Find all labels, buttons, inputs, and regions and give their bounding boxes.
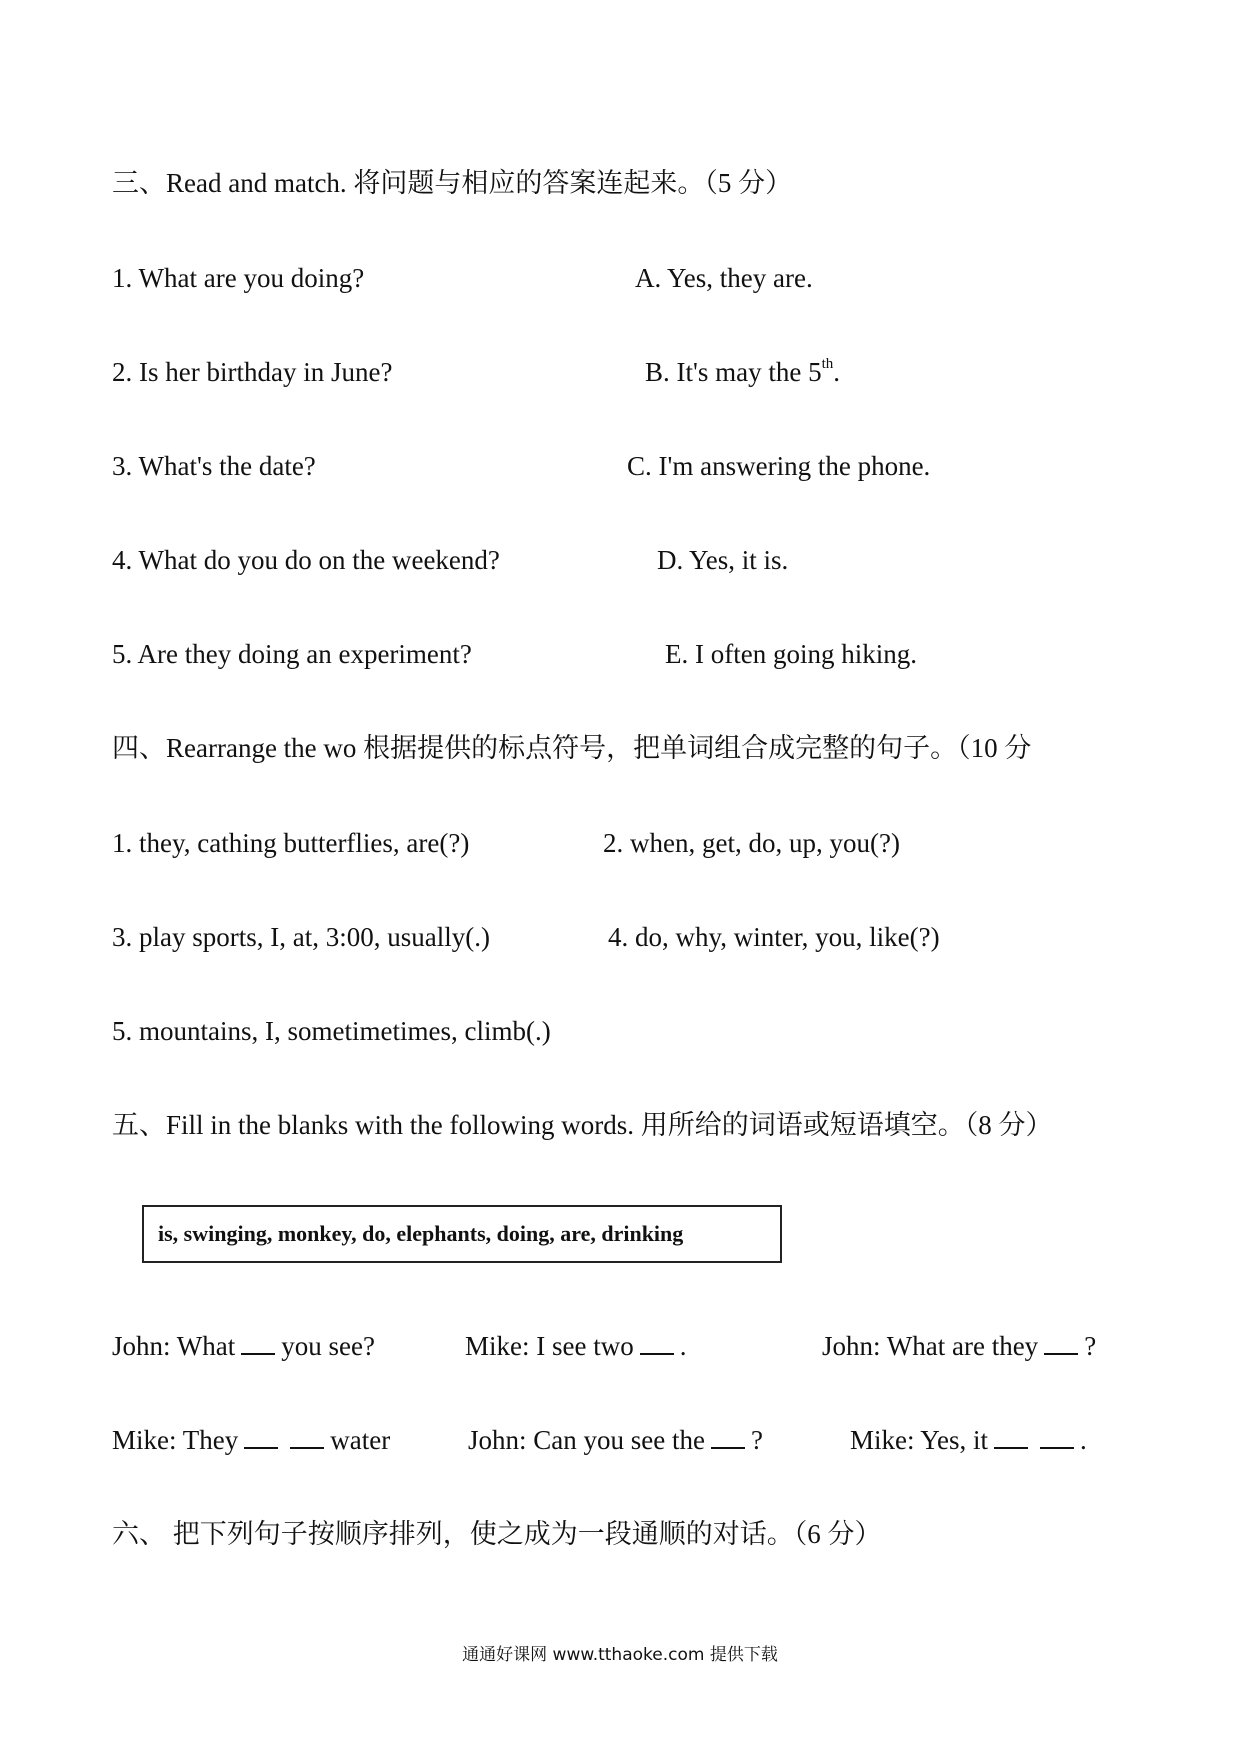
blank[interactable] <box>1040 1427 1074 1449</box>
match-question-4: 4. What do you do on the weekend? <box>112 545 500 575</box>
rearrange-item-3: 3. play sports, I, at, 3:00, usually(.) <box>112 922 490 952</box>
fill-row-2-c1: Mike: Yes, it <box>850 1425 989 1455</box>
rearrange-item-4: 4. do, why, winter, you, like(?) <box>608 922 940 952</box>
fill-row-1-john-2 <box>822 1333 1096 1360</box>
rearrange-item-2: 2. when, get, do, up, you(?) <box>603 828 900 858</box>
fill-row-2-mike-1 <box>112 1427 390 1454</box>
blank[interactable] <box>244 1427 278 1449</box>
match-question-5: 5. Are they doing an experiment? <box>112 639 472 669</box>
blank[interactable] <box>994 1427 1028 1449</box>
fill-row-1-a1: John: What <box>112 1331 236 1361</box>
blank[interactable] <box>1044 1333 1078 1355</box>
section-5-title: 五、Fill in the blanks with the following words. 用所给的词语或短语填空。（8 分） <box>112 1110 1053 1140</box>
fill-row-2-a1: Mike: They <box>112 1425 239 1455</box>
fill-row-2-john <box>468 1427 763 1454</box>
match-question-1: 1. What are you doing? <box>112 263 365 293</box>
match-answer-d: D. Yes, it is. <box>657 545 789 575</box>
fill-row-1-mike <box>465 1333 686 1360</box>
match-answer-b-sup: th <box>821 356 834 372</box>
blank[interactable] <box>640 1333 674 1355</box>
fill-row-2-mike-2 <box>850 1427 1087 1454</box>
rearrange-item-5: 5. mountains, I, sometimetimes, climb(.) <box>112 1016 551 1046</box>
match-answer-a: A. Yes, they are. <box>635 263 813 293</box>
fill-row-2-b1: John: Can you see the <box>468 1425 705 1455</box>
fill-row-1-b1: Mike: I see two <box>465 1331 634 1361</box>
blank[interactable] <box>241 1333 275 1355</box>
rearrange-item-1: 1. they, cathing butterflies, are(?) <box>112 828 470 858</box>
word-bank-text: is, swinging, monkey, do, elephants, doing, are, drinking <box>158 1221 684 1246</box>
match-answer-b-text: B. It's may the 5 <box>645 357 822 387</box>
fill-row-1-c2: ? <box>1084 1331 1097 1361</box>
section-4-title: 四、Rearrange the wo 根据提供的标点符号，把单词组合成完整的句子。（10 分 <box>112 733 1032 763</box>
match-question-2: 2. Is her birthday in June? <box>112 357 393 387</box>
fill-row-2-c2: . <box>1080 1425 1087 1455</box>
match-answer-b <box>645 356 841 387</box>
match-answer-e: E. I often going hiking. <box>665 639 917 669</box>
fill-row-1-a2: you see? <box>281 1331 375 1361</box>
section-6-title: 六、 把下列句子按顺序排列，使之成为一段通顺的对话。（6 分） <box>112 1519 882 1549</box>
blank[interactable] <box>290 1427 324 1449</box>
word-bank-box <box>142 1205 782 1263</box>
page-footer: 通通好课网 www.tthaoke.com 提供下载 <box>462 1645 778 1665</box>
match-question-3: 3. What's the date? <box>112 451 316 481</box>
section-3-title: 三、Read and match. 将问题与相应的答案连起来。（5 分） <box>112 168 793 198</box>
match-answer-b-end: . <box>833 357 841 387</box>
fill-row-1-c1: John: What are they <box>822 1331 1039 1361</box>
fill-row-2-a2: water <box>330 1425 391 1455</box>
match-answer-c: C. I'm answering the phone. <box>627 451 931 481</box>
fill-row-2-b2: ? <box>750 1425 763 1455</box>
fill-row-1-john-1 <box>112 1333 375 1360</box>
blank[interactable] <box>711 1427 745 1449</box>
fill-row-1-b2: . <box>679 1331 687 1361</box>
